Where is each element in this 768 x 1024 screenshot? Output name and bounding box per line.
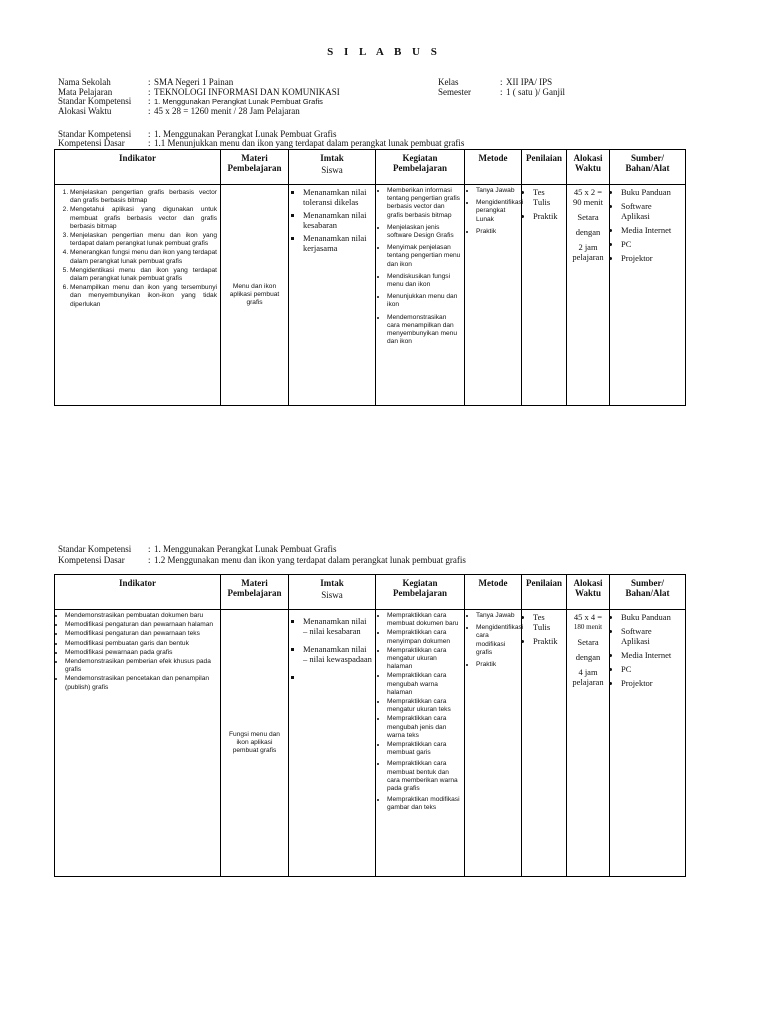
materi-cell: Fungsi menu dan ikon aplikasi pembuat grafis <box>221 610 289 877</box>
list-item: • Mempraktikkan cara menyimpan dokumen <box>387 629 461 645</box>
col-materi: Materi Pembelajaran <box>221 575 289 610</box>
list-item: 2. Mengetahui aplikasi yang digunakan untuk membuat grafis berbasis vector dan grafis berbasis bitmap <box>70 206 217 231</box>
list-item: • Software Aplikasi <box>621 201 682 221</box>
table-row <box>55 610 686 877</box>
sk-value: 1. Menggunakan Perangkat Lunak Pembuat Grafis <box>154 129 337 139</box>
list-item: • Praktik <box>476 228 518 236</box>
col-sumber: Sumber/ Bahan/Alat <box>610 150 686 185</box>
kd-label: Kompetensi Dasar <box>58 138 125 148</box>
list-item: • Mendemonstrasikan pemberian efek khusus pada grafis <box>65 658 217 674</box>
syllabus-table-2 <box>54 574 686 877</box>
alokasi-line: 2 jam <box>578 242 598 252</box>
list-item: • Mendemonstrasikan pembuatan dokumen baru <box>65 612 217 620</box>
list-item: • Media Internet <box>621 650 682 660</box>
list-item: • Buku Panduan <box>621 187 682 197</box>
info-label: Nama Sekolah <box>58 77 111 87</box>
list-item: • Memodifikasi pengaturan dan pewarnaan teks <box>65 630 217 638</box>
penilaian-cell <box>522 610 567 877</box>
list-item: • Mempraktikkan cara membuat garis <box>387 741 461 757</box>
alokasi-line: 45 x 2 = <box>573 187 603 197</box>
col-materi: Materi Pembelajaran <box>221 150 289 185</box>
imtak-cell <box>289 610 376 877</box>
table-row <box>55 185 686 406</box>
info-value: 45 x 28 = 1260 menit / 28 Jam Pelajaran <box>154 105 300 116</box>
list-item: • Tanya Jawab <box>476 187 518 195</box>
materi-cell: Menu dan ikon aplikasi pembuat grafis <box>221 185 289 406</box>
list-item: • Praktik <box>533 636 563 646</box>
alokasi-line: 90 menit <box>573 197 603 207</box>
list-item: • Tanya Jawab <box>476 612 518 620</box>
alokasi-line: Setara <box>577 212 599 222</box>
penilaian-cell <box>522 185 567 406</box>
col-penilaian: Penilaian <box>522 150 567 185</box>
list-item: • Menyimak penjelasan tentang pengertian menu dan ikon <box>387 244 461 269</box>
list-item: • Memodifikasi pengaturan dan pewarnaan halaman <box>65 621 217 629</box>
col-penilaian: Penilaian <box>522 575 567 610</box>
list-item: • Mempraktikkan cara membuat bentuk dan cara memberikan warna pada grafis <box>387 760 461 793</box>
list-item: • Menunjukkan menu dan ikon <box>387 293 461 309</box>
list-item: • Memodifikasi pembuatan garis dan bentuk <box>65 640 217 648</box>
col-imtak-label: Imtak <box>320 578 344 588</box>
list-item: • Tes Tulis <box>533 612 563 632</box>
kd-value: 1.1 Menunjukkan menu dan ikon yang terdapat dalam perangkat lunak pembuat grafis <box>154 138 465 148</box>
col-imtak <box>289 150 376 185</box>
competency-2: Standar Kompetensi : 1. Menggunakan Perangkat Lunak Pembuat Grafis Kompetensi Dasar : 1.2 Menggunakan menu dan ikon yang terdapat dalam perangkat lunak pembuat grafis <box>58 544 466 565</box>
sumber-cell <box>610 610 686 877</box>
list-item: • Praktik <box>476 661 518 669</box>
table-header-row <box>55 150 686 185</box>
alokasi-line: pelajaran <box>572 252 604 262</box>
info-label: Kelas <box>438 77 459 87</box>
list-item: 6. Menampilkan menu dan ikon yang tersembunyi dan menyembunyikan ikon-ikon yang tidak diperlukan <box>70 284 217 309</box>
sk-label: Standar Kompetensi <box>58 544 132 554</box>
col-metode: Metode <box>465 575 522 610</box>
alokasi-line: pelajaran <box>572 677 604 687</box>
list-item: • Praktik <box>533 211 563 221</box>
col-indikator: Indikator <box>55 575 221 610</box>
info-value: XII IPA/ IPS <box>506 77 553 87</box>
class-info: Kelas : XII IPA/ IPS Semester : 1 ( satu )/ Ganjil <box>438 77 565 97</box>
alokasi-line: dengan <box>575 227 601 237</box>
info-value: SMA Negeri 1 Painan <box>154 77 234 87</box>
col-indikator: Indikator <box>55 150 221 185</box>
col-metode: Metode <box>465 150 522 185</box>
competency-1: Standar Kompetensi : 1. Menggunakan Perangkat Lunak Pembuat Grafis Kompetensi Dasar : 1.1 Menunjukkan menu dan ikon yang terdapat dalam perangkat lunak pembuat grafis <box>58 129 465 148</box>
list-item: 4. Menerangkan fungsi menu dan ikon yang terdapat dalam perangkat lunak pembuat grafis <box>70 249 217 265</box>
metode-cell <box>465 610 522 877</box>
list-item: • Mempraktikkan cara mengubah jenis dan warna teks <box>387 715 461 740</box>
col-sumber: Sumber/ Bahan/Alat <box>610 575 686 610</box>
info-label: Alokasi Waktu <box>58 105 112 116</box>
kegiatan-cell <box>376 610 465 877</box>
col-kegiatan: Kegiatan Pembelajaran <box>376 150 465 185</box>
alokasi-line: 45 x 4 = <box>573 612 603 622</box>
col-siswa-label: Siswa <box>321 590 343 600</box>
col-siswa-label: Siswa <box>321 165 343 175</box>
info-label: Semester <box>438 86 471 97</box>
list-item: ▪ Menanamkan nilai kesabaran <box>303 210 372 230</box>
col-kegiatan: Kegiatan Pembelajaran <box>376 575 465 610</box>
alokasi-cell <box>567 610 610 877</box>
col-imtak <box>289 575 376 610</box>
list-item <box>303 672 372 682</box>
list-item: • Mendemonstrasikan pencetakan dan penampilan (publish) grafis <box>65 675 217 691</box>
alokasi-line: 4 jam <box>578 667 598 677</box>
list-item: • Tes Tulis <box>533 187 563 207</box>
info-value: TEKNOLOGI INFORMASI DAN KOMUNIKASI <box>154 86 340 97</box>
syllabus-table-1 <box>54 149 686 406</box>
col-alokasi: Alokasi Waktu <box>567 575 610 610</box>
col-alokasi: Alokasi Waktu <box>567 150 610 185</box>
list-item: • Media Internet <box>621 225 682 235</box>
list-item: • Menjelaskan jenis software Design Grafis <box>387 224 461 240</box>
list-item: • Buku Panduan <box>621 612 682 622</box>
imtak-cell <box>289 185 376 406</box>
indikator-cell <box>55 610 221 877</box>
alokasi-line: 180 menit <box>573 623 603 631</box>
list-item: 3. Menjelaskan pengertian menu dan ikon yang terdapat dalam perangkat lunak pembuat grafis <box>70 232 217 248</box>
list-item: • Mendemonstrasikan cara menampilkan dan menyembunyikan menu dan ikon <box>387 314 461 347</box>
info-value: 1 ( satu )/ Ganjil <box>506 86 565 97</box>
list-item: • Memodifikasi pewarnaan pada grafis <box>65 649 217 657</box>
list-item: ▪ Menanamkan nilai toleransi dikelas <box>303 187 372 207</box>
list-item: • Mendiskusikan fungsi menu dan ikon <box>387 273 461 289</box>
list-item: • Mempraktikkan cara mengubah warna halaman <box>387 672 461 697</box>
list-item: • Mempraktikkan cara membuat dokumen baru <box>387 612 461 628</box>
col-imtak-label: Imtak <box>320 153 344 163</box>
list-item: • PC <box>621 664 682 674</box>
school-info: Nama Sekolah : SMA Negeri 1 Painan Mata Pelajaran : TEKNOLOGI INFORMASI DAN KOMUNIKASI Standar Kompetensi : 1. Menggunakan Perangkat Lunak Pembuat Grafis Alokasi Waktu : 45 x 28 = 1260 menit / 28 Jam Pelajaran <box>58 77 340 116</box>
alokasi-line: dengan <box>575 652 601 662</box>
list-item: • PC <box>621 239 682 249</box>
info-label: Standar Kompetensi <box>58 96 132 106</box>
list-item: • Software Aplikasi <box>621 626 682 646</box>
sk-value: 1. Menggunakan Perangkat Lunak Pembuat Grafis <box>154 544 337 554</box>
list-item: • Memberikan informasi tentang pengertian grafis berbasis vector dan grafis berbasis bitmap <box>387 187 461 220</box>
table-header-row <box>55 575 686 610</box>
list-item: 5. Mengidentikasi menu dan ikon yang terdapat dalam perangkat lunak pembuat grafis <box>70 267 217 283</box>
alokasi-cell <box>567 185 610 406</box>
sumber-cell <box>610 185 686 406</box>
list-item: • Mempraktikkan cara mengatur ukuran teks <box>387 698 461 714</box>
info-value: 1. Menggunakan Perangkat Lunak Pembuat Grafis <box>154 97 323 106</box>
sk-label: Standar Kompetensi <box>58 129 132 139</box>
list-item: • Mempraktikkan cara mengatur ukuran halaman <box>387 647 461 672</box>
indikator-cell <box>55 185 221 406</box>
list-item: • Projektor <box>621 253 682 263</box>
list-item: ▪ Menanamkan nilai – nilai kewaspadaan <box>303 644 372 664</box>
list-item: • Mengidentifikasi cara modifikasi grafis <box>476 624 518 657</box>
metode-cell <box>465 185 522 406</box>
info-label: Mata Pelajaran <box>58 86 113 97</box>
document-title: S I L A B U S <box>327 46 441 58</box>
list-item: 1. Menjelaskan pengertian grafis berbasis vector dan grafis berbasis bitmap <box>70 189 217 205</box>
kd-label: Kompetensi Dasar <box>58 555 125 565</box>
list-item: • Mengidentifikasi perangkat Lunak <box>476 199 518 224</box>
kegiatan-cell <box>376 185 465 406</box>
list-item: ▪ Menanamkan nilai kerjasama <box>303 233 372 253</box>
list-item: • Mempraktikan modifikasi gambar dan teks <box>387 796 461 812</box>
alokasi-line: Setara <box>577 637 599 647</box>
kd-value: 1.2 Menggunakan menu dan ikon yang terdapat dalam perangkat lunak pembuat grafis <box>154 555 466 565</box>
list-item: ▪ Menanamkan nilai – nilai kesabaran <box>303 616 372 636</box>
list-item: • Projektor <box>621 678 682 688</box>
